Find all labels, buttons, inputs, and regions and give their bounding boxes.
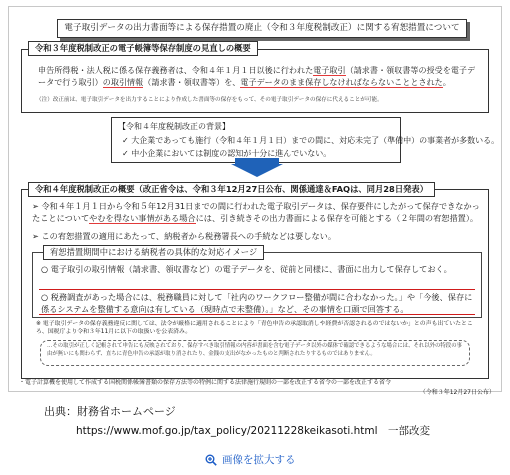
overview-text-part: 申告所得税・法人税に係る保存義務者は、令和４年１月１日以後に行われた	[38, 65, 314, 75]
background-heading: 【令和４年度税制改正の背景】	[118, 122, 230, 131]
overview-heading: 令和３年度税制改正の電子帳簿等保存制度の見直しの概要	[28, 41, 258, 56]
reform-paragraph	[32, 200, 482, 224]
reform-paragraph: ➢ この宥恕措置の適用にあたって、納税者から税務署長への手続などは要しない。	[32, 231, 337, 241]
reform-summary-box	[21, 184, 489, 379]
figure-title: 電子取引データの出力書面等による保存措置の廃止（令和３年度税制改正）に関する宥恕措置について	[57, 19, 467, 38]
zoom-image-label[interactable]: 画像を拡大する	[222, 454, 296, 466]
emphasis-line	[39, 289, 475, 290]
background-item: ✓ 中小企業においては制度の認知が十分に進んでいない。	[122, 149, 332, 158]
nta-quote: …その取引が正しく記帳されて申告にも反映されており、保存すべき取引情報の内容が書面を含む電子データ以外の媒体で確認できるような場合には、それ以外の特段の事由が無いにも関わらず、直ちに青色申告の承認が取り消されたり、金銭の支出がなかったものと判断されたりするものではありません。	[40, 340, 470, 366]
overview-text	[38, 64, 478, 88]
overview-note: （注）改正前は、電子取引データを出力することにより作成した書面等の保存をもって、その電子取引データの保存に代えることが可能。	[36, 97, 383, 103]
background-box	[111, 117, 500, 163]
source-label: 出典：財務省ホームページ	[44, 405, 176, 418]
response-item: ○ 税務調査があった場合には、税務職員に対して「社内のワークフロー整備が間に合わなかった。」や「今後、保存に係るシステムを整備する意向は有している（現時点で未整備）。」など、その事情を口頭で回答する。	[41, 292, 473, 314]
source-url: https://www.mof.go.jp/tax_policy/20211228keikasoti.html 一部改変	[76, 425, 431, 437]
overview-text-part: （請求書・領収書等の授受を電子データで行う取引）	[38, 65, 476, 87]
taxpayer-response-heading: 宥恕措置期間中における納税者の具体的な対応イメージ	[43, 245, 264, 260]
nta-remark: ※ 電子取引データの保存義務違反に関しては、法令が厳格に適用されることにより「青色申告の承認取消しや経費が否認されるのではないか」との声も出ていたところ、国税庁より令和３年11月に以下の取扱いを公表済み。	[36, 321, 473, 335]
overview-underlined-term: 電子取引	[313, 65, 346, 75]
document-figure	[8, 6, 502, 396]
footnote-date: （令和３年12月27日公布）	[419, 389, 495, 396]
emphasis-line	[39, 314, 475, 315]
zoom-image-link[interactable]	[205, 453, 296, 467]
zoom-in-icon	[205, 454, 217, 466]
down-arrow-icon	[231, 164, 283, 177]
reform-text-part: （２年間の宥恕措置）。	[392, 213, 479, 223]
overview-box	[21, 43, 489, 113]
overview-key-requirement: 電子データのまま保存しなければならないこととされた	[240, 77, 443, 87]
overview-underlined-term: の取引情報	[102, 77, 144, 87]
reform-text-part: ➢ 令和４年１月１日から令和５年12月31日までの間に行われた電子取引データは、保存要件にしたがって保存できなかったことについて	[32, 201, 480, 223]
reform-text-part: には、引き続きその出力書面による保存を可能とする	[195, 213, 393, 223]
overview-text-part: 。	[442, 77, 451, 87]
taxpayer-response-box	[32, 247, 482, 318]
reform-summary-heading: 令和４年度税制改正の概要（改正省令は、令和３年12月27日公布、関係通達＆FAQは、同月28日発表）	[28, 182, 435, 197]
overview-text-part: （請求書・領収書等）を、	[143, 77, 241, 87]
response-item: ○ 電子取引の取引情報（請求書、領収書など）の電子データを、従前と同様に、書面に出力して保存しておく。	[41, 264, 452, 274]
background-item: ✓ 大企業であっても施行（令和４年１月１日）までの間に、対応未完了（準備中）の事業者が多数いる。	[122, 136, 500, 145]
reform-underlined-term: やむを得ない事情がある場合	[89, 213, 196, 223]
footnote: ・電子計算機を使用して作成する国税関係帳簿書類の保存方法等の特例に関する法律施行規則の一部を改正する省令の一部を改正する省令	[19, 379, 392, 386]
